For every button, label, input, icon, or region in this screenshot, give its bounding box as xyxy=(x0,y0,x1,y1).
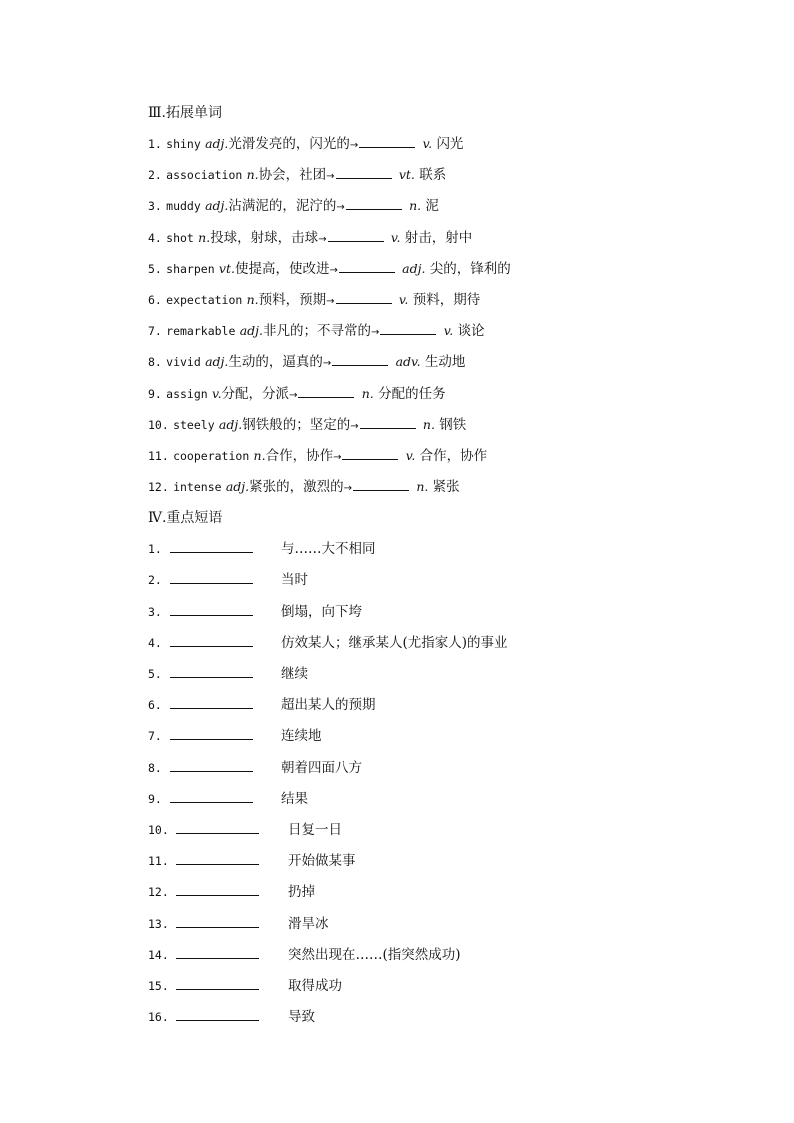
item-number: 5. xyxy=(148,667,162,681)
phrase-meaning: 倒塌，向下垮 xyxy=(281,603,362,620)
target-part-of-speech: v. xyxy=(398,291,409,307)
phrase-meaning: 当时 xyxy=(281,572,308,589)
section-4-title: Ⅳ.重点短语 xyxy=(148,510,223,527)
vocab-row xyxy=(148,162,748,193)
vocab-row xyxy=(148,349,748,380)
part-of-speech: n. xyxy=(253,447,266,463)
phrase-row xyxy=(148,599,748,630)
answer-blank[interactable] xyxy=(170,757,253,772)
item-number: 9. xyxy=(148,386,162,401)
target-definition: 尖的，锋利的 xyxy=(429,260,511,277)
target-part-of-speech: v. xyxy=(422,136,433,151)
vocab-word: shiny xyxy=(166,137,201,151)
vocab-word: remarkable xyxy=(166,324,236,339)
answer-blank[interactable] xyxy=(380,320,436,335)
item-number: 2. xyxy=(148,573,162,588)
phrase-meaning: 与……大不相同 xyxy=(281,541,376,558)
target-definition: 钢铁 xyxy=(439,416,467,433)
vocab-word: vivid xyxy=(166,355,201,370)
item-number: 15. xyxy=(148,978,169,993)
part-of-speech: n. xyxy=(198,229,211,245)
item-number: 9. xyxy=(148,791,162,806)
vocab-definition: 协会，社团 xyxy=(258,167,327,184)
phrase-row xyxy=(148,973,748,1004)
answer-blank[interactable] xyxy=(170,569,253,584)
target-part-of-speech: n. xyxy=(422,416,435,432)
phrase-row xyxy=(148,786,748,817)
answer-blank[interactable] xyxy=(170,725,253,740)
arrow-icon: → xyxy=(343,483,353,495)
answer-blank[interactable] xyxy=(328,227,384,242)
target-part-of-speech: n. xyxy=(416,479,429,495)
vocab-word: intense xyxy=(173,480,222,495)
item-number: 5. xyxy=(148,261,162,276)
vocab-word: muddy xyxy=(166,199,201,214)
phrase-row xyxy=(148,1004,748,1035)
phrase-meaning: 滑旱冰 xyxy=(288,915,329,932)
item-number: 16. xyxy=(148,1010,169,1025)
phrase-meaning: 日复一日 xyxy=(288,821,342,838)
phrase-row xyxy=(148,692,748,723)
target-definition: 紧张 xyxy=(432,479,460,496)
target-definition: 合作，协作 xyxy=(419,447,488,464)
answer-blank[interactable] xyxy=(336,164,392,179)
part-of-speech: v. xyxy=(212,385,222,401)
phrase-meaning: 突然出现在……(指突然成功) xyxy=(288,946,461,963)
phrase-meaning: 朝着四面八方 xyxy=(281,759,362,776)
arrow-icon: → xyxy=(350,420,359,432)
vocab-definition: 分配，分派 xyxy=(221,385,290,402)
part-of-speech: adj. xyxy=(225,479,250,495)
item-number: 6. xyxy=(148,292,162,307)
vocab-word: cooperation xyxy=(173,448,250,463)
item-number: 4. xyxy=(148,230,162,245)
item-number: 1. xyxy=(148,542,162,557)
vocab-word: assign xyxy=(166,386,208,401)
part-of-speech: adj. xyxy=(205,136,229,151)
target-definition: 谈论 xyxy=(457,323,485,340)
worksheet-page xyxy=(148,100,748,1035)
answer-blank[interactable] xyxy=(170,601,253,616)
item-number: 13. xyxy=(148,916,169,931)
item-number: 12. xyxy=(148,885,169,900)
vocab-word: shot xyxy=(166,230,194,245)
answer-blank[interactable] xyxy=(298,383,354,398)
arrow-icon: → xyxy=(333,451,342,463)
target-part-of-speech: vt. xyxy=(398,167,415,183)
vocab-list xyxy=(148,131,748,505)
arrow-icon: → xyxy=(371,327,380,339)
phrase-row xyxy=(148,848,748,879)
phrase-meaning: 导致 xyxy=(288,1009,315,1026)
arrow-icon: → xyxy=(318,233,327,245)
answer-blank[interactable] xyxy=(176,881,259,896)
vocab-definition: 使提高，使改进 xyxy=(234,260,330,277)
vocab-row xyxy=(148,287,748,318)
target-definition: 射击，射中 xyxy=(404,229,473,246)
vocab-definition: 生动的，逼真的 xyxy=(228,354,323,371)
vocab-definition: 预料，预期 xyxy=(258,291,327,308)
item-number: 1. xyxy=(148,137,162,151)
part-of-speech: adj. xyxy=(205,354,229,370)
vocab-row xyxy=(148,131,748,162)
answer-blank[interactable] xyxy=(360,414,416,429)
target-part-of-speech: n. xyxy=(361,385,374,401)
phrase-row xyxy=(148,536,748,567)
arrow-icon: → xyxy=(349,140,359,151)
target-definition: 泥 xyxy=(425,198,439,215)
answer-blank[interactable] xyxy=(336,289,392,304)
arrow-icon: → xyxy=(329,264,338,276)
phrase-meaning: 继续 xyxy=(281,666,308,682)
part-of-speech: adj. xyxy=(239,323,264,339)
item-number: 14. xyxy=(148,947,169,962)
vocab-definition: 沾满泥的，泥泞的 xyxy=(228,198,337,215)
item-number: 3. xyxy=(148,604,162,619)
answer-blank[interactable] xyxy=(346,195,402,210)
target-part-of-speech: adj. xyxy=(402,260,426,276)
answer-blank[interactable] xyxy=(170,788,253,803)
answer-blank[interactable] xyxy=(339,258,395,273)
phrase-row xyxy=(148,911,748,942)
part-of-speech: n. xyxy=(246,167,259,183)
item-number: 10. xyxy=(148,417,169,432)
phrase-row xyxy=(148,817,748,848)
answer-blank[interactable] xyxy=(170,632,253,647)
answer-blank[interactable] xyxy=(176,913,259,928)
part-of-speech: adj. xyxy=(205,198,229,214)
target-part-of-speech: n. xyxy=(409,198,422,214)
phrase-row xyxy=(148,942,748,973)
answer-blank[interactable] xyxy=(176,819,259,834)
item-number: 8. xyxy=(148,355,162,370)
target-definition: 分配的任务 xyxy=(378,385,446,402)
phrase-meaning: 仿效某人；继承某人(尤指家人)的事业 xyxy=(281,634,508,651)
vocab-row xyxy=(148,443,748,474)
arrow-icon: → xyxy=(326,171,335,183)
part-of-speech: n. xyxy=(246,291,259,307)
answer-blank[interactable] xyxy=(170,694,253,709)
phrase-row xyxy=(148,661,748,692)
item-number: 10. xyxy=(148,822,169,837)
vocab-definition: 紧张的，激烈的 xyxy=(249,479,344,496)
phrase-row xyxy=(148,755,748,786)
phrase-row xyxy=(148,723,748,754)
vocab-row xyxy=(148,381,748,412)
phrase-meaning: 取得成功 xyxy=(288,977,342,994)
vocab-row xyxy=(148,412,748,443)
arrow-icon: → xyxy=(322,358,332,370)
part-of-speech: adj. xyxy=(218,416,243,432)
answer-blank[interactable] xyxy=(359,133,415,148)
phrase-meaning: 连续地 xyxy=(281,728,322,745)
arrow-icon: → xyxy=(326,295,335,307)
target-part-of-speech: v. xyxy=(390,229,401,245)
phrase-row xyxy=(148,567,748,598)
vocab-row xyxy=(148,474,748,505)
answer-blank[interactable] xyxy=(176,975,259,990)
target-part-of-speech: adv. xyxy=(395,354,421,370)
target-definition: 闪光 xyxy=(436,136,464,152)
phrase-list xyxy=(148,536,748,1035)
phrase-meaning: 结果 xyxy=(281,790,308,807)
phrase-meaning: 开始做某事 xyxy=(288,853,356,870)
phrase-row xyxy=(148,879,748,910)
vocab-definition: 合作，协作 xyxy=(265,447,334,464)
item-number: 8. xyxy=(148,760,162,775)
item-number: 4. xyxy=(148,635,162,650)
answer-blank[interactable] xyxy=(176,1006,259,1021)
item-number: 11. xyxy=(148,448,169,463)
vocab-word: sharpen xyxy=(166,261,215,276)
item-number: 7. xyxy=(148,729,162,744)
item-number: 7. xyxy=(148,324,162,339)
arrow-icon: → xyxy=(336,202,345,214)
phrase-meaning: 扔掉 xyxy=(288,884,315,901)
item-number: 12. xyxy=(148,480,169,495)
answer-blank[interactable] xyxy=(170,538,253,553)
answer-blank[interactable] xyxy=(332,351,388,366)
vocab-definition: 光滑发亮的，闪光的 xyxy=(228,136,350,152)
item-number: 11. xyxy=(148,854,169,869)
vocab-definition: 非凡的；不寻常的 xyxy=(263,323,372,340)
vocab-row xyxy=(148,256,748,287)
target-part-of-speech: v. xyxy=(443,323,454,339)
vocab-row xyxy=(148,318,748,349)
phrase-meaning: 超出某人的预期 xyxy=(281,697,376,714)
vocab-word: association xyxy=(166,168,243,183)
vocab-definition: 钢铁般的；坚定的 xyxy=(242,416,351,433)
target-definition: 预料，期待 xyxy=(412,291,481,308)
answer-blank[interactable] xyxy=(176,944,259,959)
target-part-of-speech: v. xyxy=(405,447,416,463)
part-of-speech: vt. xyxy=(218,260,235,276)
vocab-definition: 投球，射球，击球 xyxy=(210,229,319,246)
answer-blank[interactable] xyxy=(176,850,259,865)
target-definition: 联系 xyxy=(419,167,447,184)
vocab-word: steely xyxy=(173,417,215,432)
answer-blank[interactable] xyxy=(170,663,253,678)
phrase-row xyxy=(148,630,748,661)
vocab-row xyxy=(148,193,748,224)
item-number: 2. xyxy=(148,168,162,183)
vocab-word: expectation xyxy=(166,292,243,307)
section-3-title: Ⅲ.拓展单词 xyxy=(148,105,222,121)
target-definition: 生动地 xyxy=(424,354,466,371)
item-number: 6. xyxy=(148,698,162,713)
answer-blank[interactable] xyxy=(342,445,398,460)
vocab-row xyxy=(148,225,748,256)
item-number: 3. xyxy=(148,199,162,214)
arrow-icon: → xyxy=(289,389,298,401)
answer-blank[interactable] xyxy=(353,476,409,491)
